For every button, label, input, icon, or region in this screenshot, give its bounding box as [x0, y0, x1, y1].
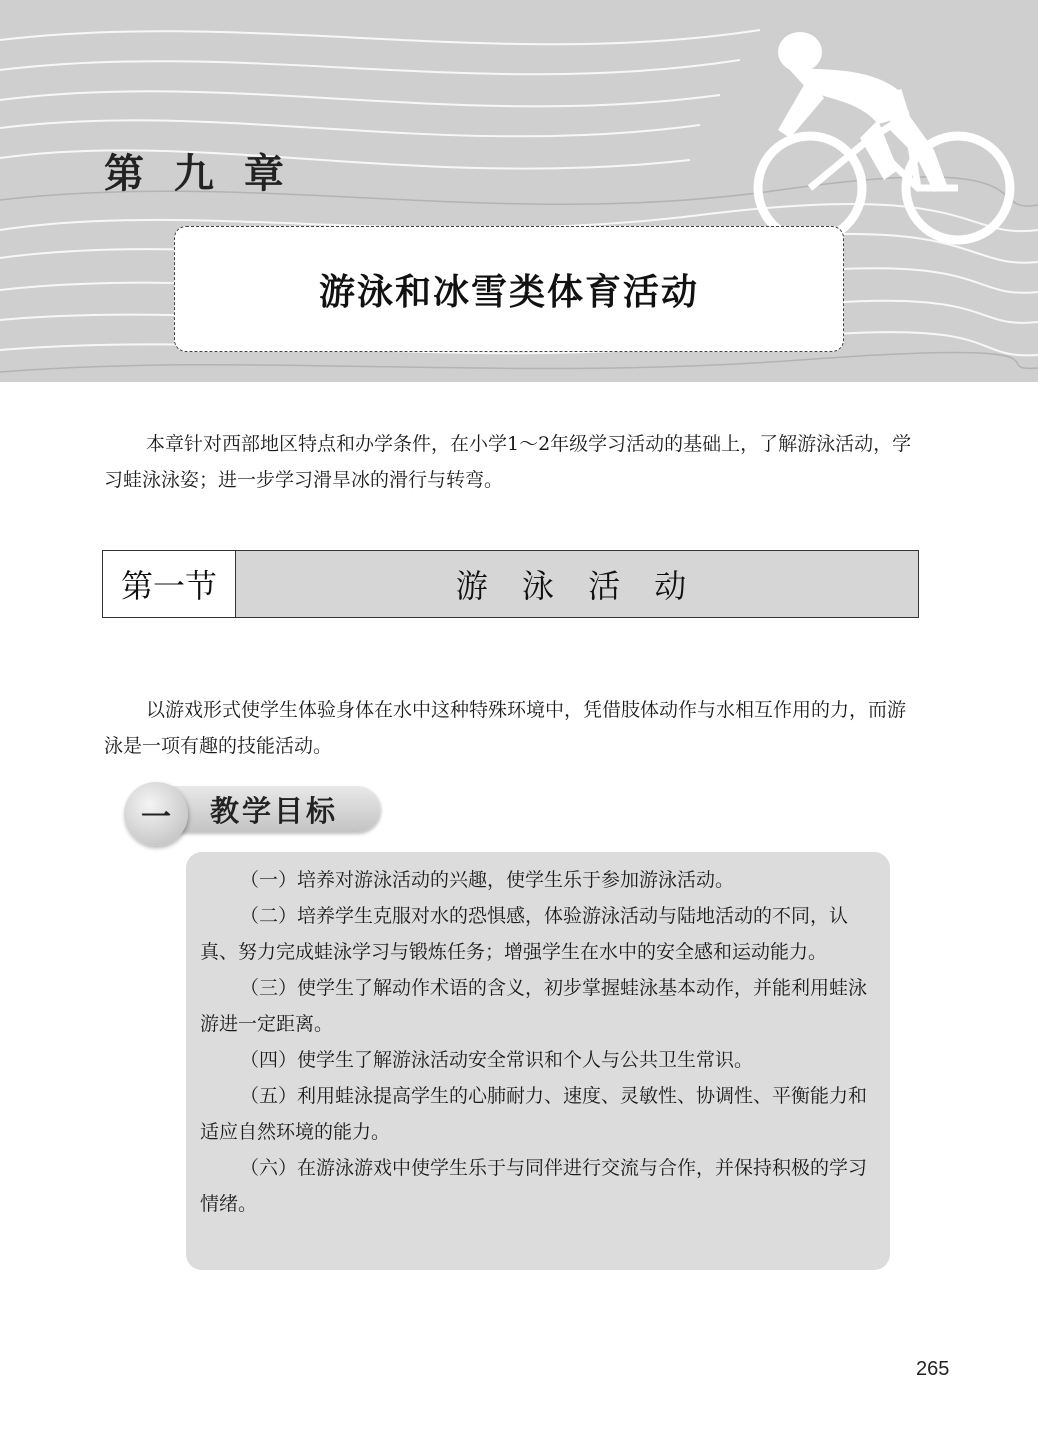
chapter-title: 游泳和冰雪类体育活动: [318, 270, 699, 313]
teaching-goals-heading: [124, 782, 382, 836]
section-number: 第一节: [103, 551, 236, 617]
section-title: 游 泳 活 动: [236, 551, 918, 617]
chapter-intro: 本章针对西部地区特点和办学条件，在小学1～2年级学习活动的基础上，了解游泳活动，学习蛙泳泳姿；进一步学习滑旱冰的滑行与转弯。: [104, 433, 912, 491]
heading-label: 教学目标: [210, 794, 339, 828]
goal-item: （五）利用蛙泳提高学生的心肺耐力、速度、灵敏性、协调性、平衡能力和适应自然环境的能力。: [200, 1085, 868, 1143]
chapter-banner: [0, 0, 1038, 382]
heading-number: 一: [124, 782, 188, 846]
goal-item: （四）使学生了解游泳活动安全常识和个人与公共卫生常识。: [240, 1049, 754, 1071]
section-description: 以游戏形式使学生体验身体在水中这种特殊环境中，凭借肢体动作与水相互作用的力，而游泳是一项有趣的技能活动。: [104, 699, 907, 757]
chapter-title-box: [174, 226, 844, 352]
goal-item: （三）使学生了解动作术语的含义，初步掌握蛙泳基本动作，并能利用蛙泳游进一定距离。: [200, 977, 868, 1035]
goals-box: [186, 852, 890, 1270]
page-number: 265: [916, 1358, 950, 1380]
goal-item: （一）培养对游泳活动的兴趣，使学生乐于参加游泳活动。: [240, 869, 735, 891]
section-header: [102, 550, 919, 618]
goal-item: （六）在游泳游戏中使学生乐于与同伴进行交流与合作，并保持积极的学习情绪。: [200, 1157, 868, 1215]
cyclist-icon: [748, 20, 1018, 250]
goal-item: （二）培养学生克服对水的恐惧感，体验游泳活动与陆地活动的不同，认真、努力完成蛙泳学习与锻炼任务；增强学生在水中的安全感和运动能力。: [200, 905, 849, 963]
chapter-label: 第 九 章: [104, 150, 292, 197]
